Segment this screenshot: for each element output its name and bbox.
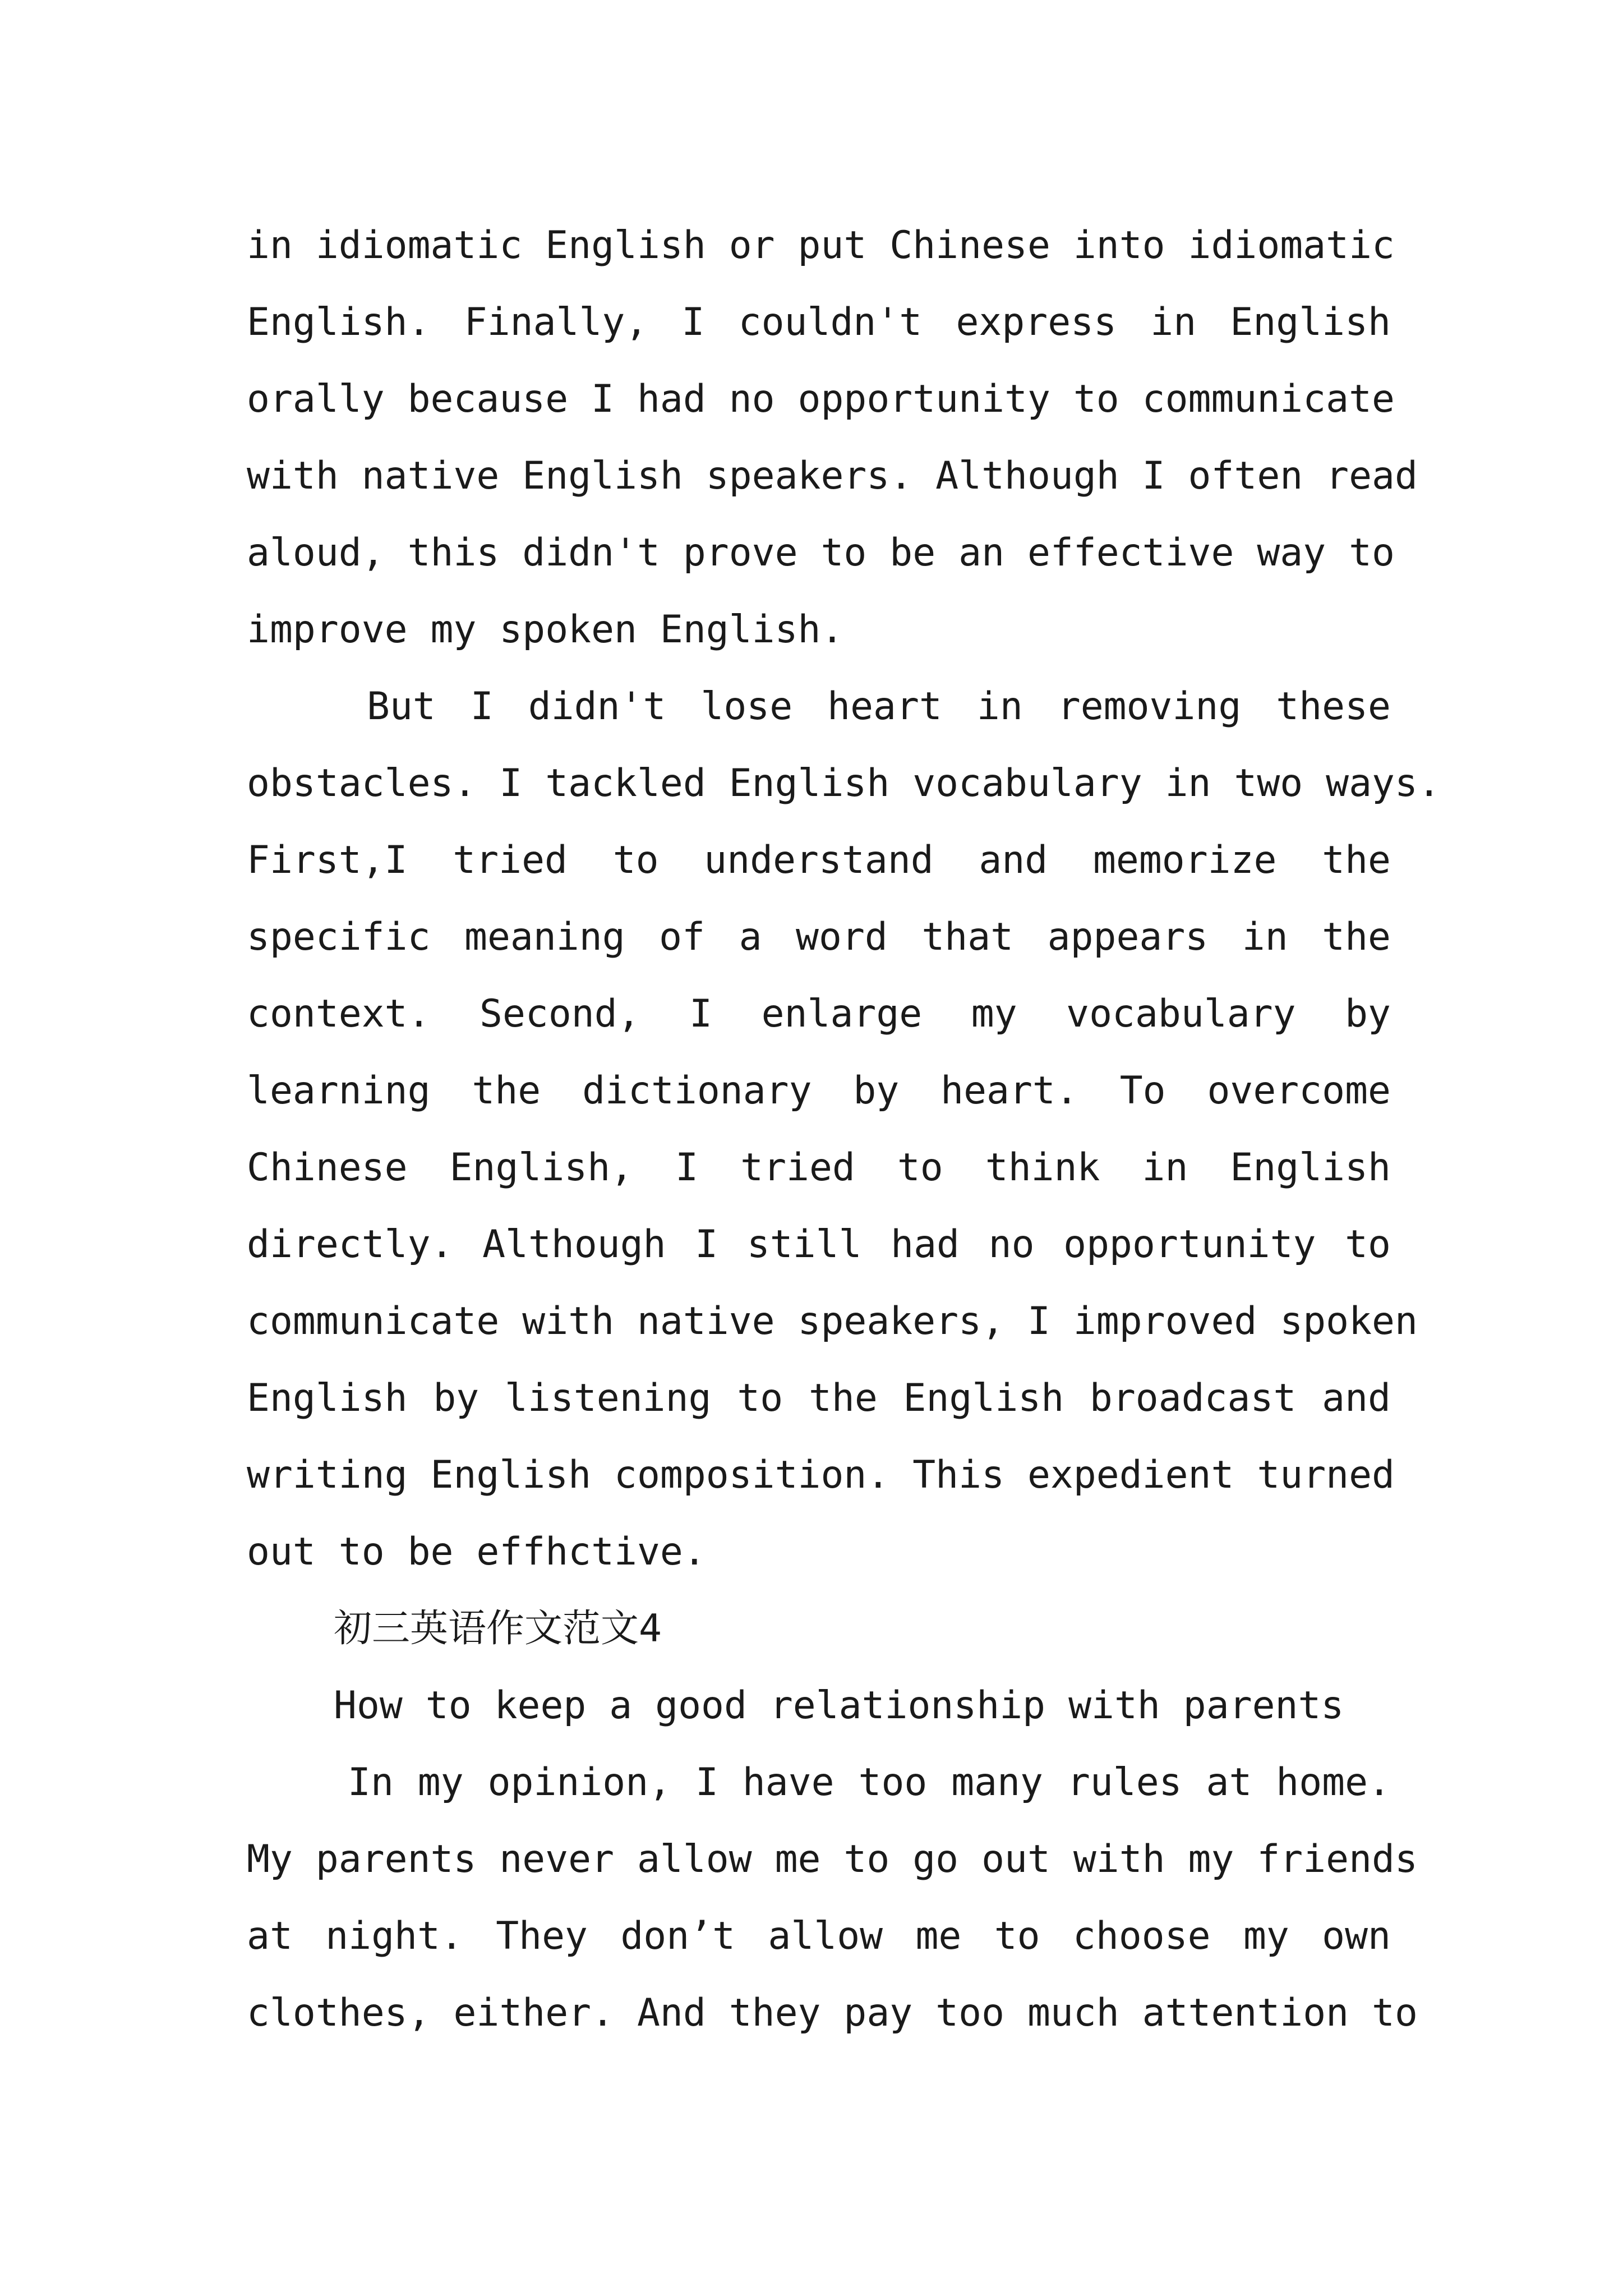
title-text: How to keep a good relationship with parents xyxy=(334,1683,1344,1728)
text-line: Chinese English, I tried to think in English xyxy=(247,1145,1391,1190)
text-line: out to be effhctive. xyxy=(247,1530,706,1574)
text-line: specific meaning of a word that appears in the xyxy=(247,915,1391,959)
text-line: communicate with native speakers, I improved spoken xyxy=(247,1299,1418,1343)
heading-text: 初三英语作文范文4 xyxy=(334,1607,662,1651)
text-line: clothes, either. And they pay too much attention to xyxy=(247,1991,1418,2035)
text-line: In my opinion, I have too many rules at home. xyxy=(348,1760,1391,1805)
text-line: orally because I had no opportunity to communicate xyxy=(247,377,1395,421)
text-line: in idiomatic English or put Chinese into idiomatic xyxy=(247,223,1395,268)
text-line: learning the dictionary by heart. To overcome xyxy=(247,1069,1391,1113)
text-line: But I didn't lose heart in removing these xyxy=(367,684,1391,729)
text-line: First,I tried to understand and memorize the xyxy=(247,838,1391,882)
text-line: with native English speakers. Although I often read xyxy=(247,454,1418,498)
text-line: aloud, this didn't prove to be an effective way to xyxy=(247,531,1395,575)
text-line: improve my spoken English. xyxy=(247,608,844,652)
text-line: context. Second, I enlarge my vocabulary by xyxy=(247,992,1391,1036)
text-line: directly. Although I still had no opportunity to xyxy=(247,1222,1391,1267)
text-line: writing English composition. This expedient turned xyxy=(247,1453,1395,1497)
text-line: English by listening to the English broadcast and xyxy=(247,1376,1391,1420)
text-line: obstacles. I tackled English vocabulary in two ways. xyxy=(247,761,1441,806)
text-line: at night. They don’t allow me to choose my own xyxy=(247,1914,1391,1958)
text-line: My parents never allow me to go out with my friends xyxy=(247,1837,1418,1881)
text-line: English. Finally, I couldn't express in English xyxy=(247,300,1391,344)
